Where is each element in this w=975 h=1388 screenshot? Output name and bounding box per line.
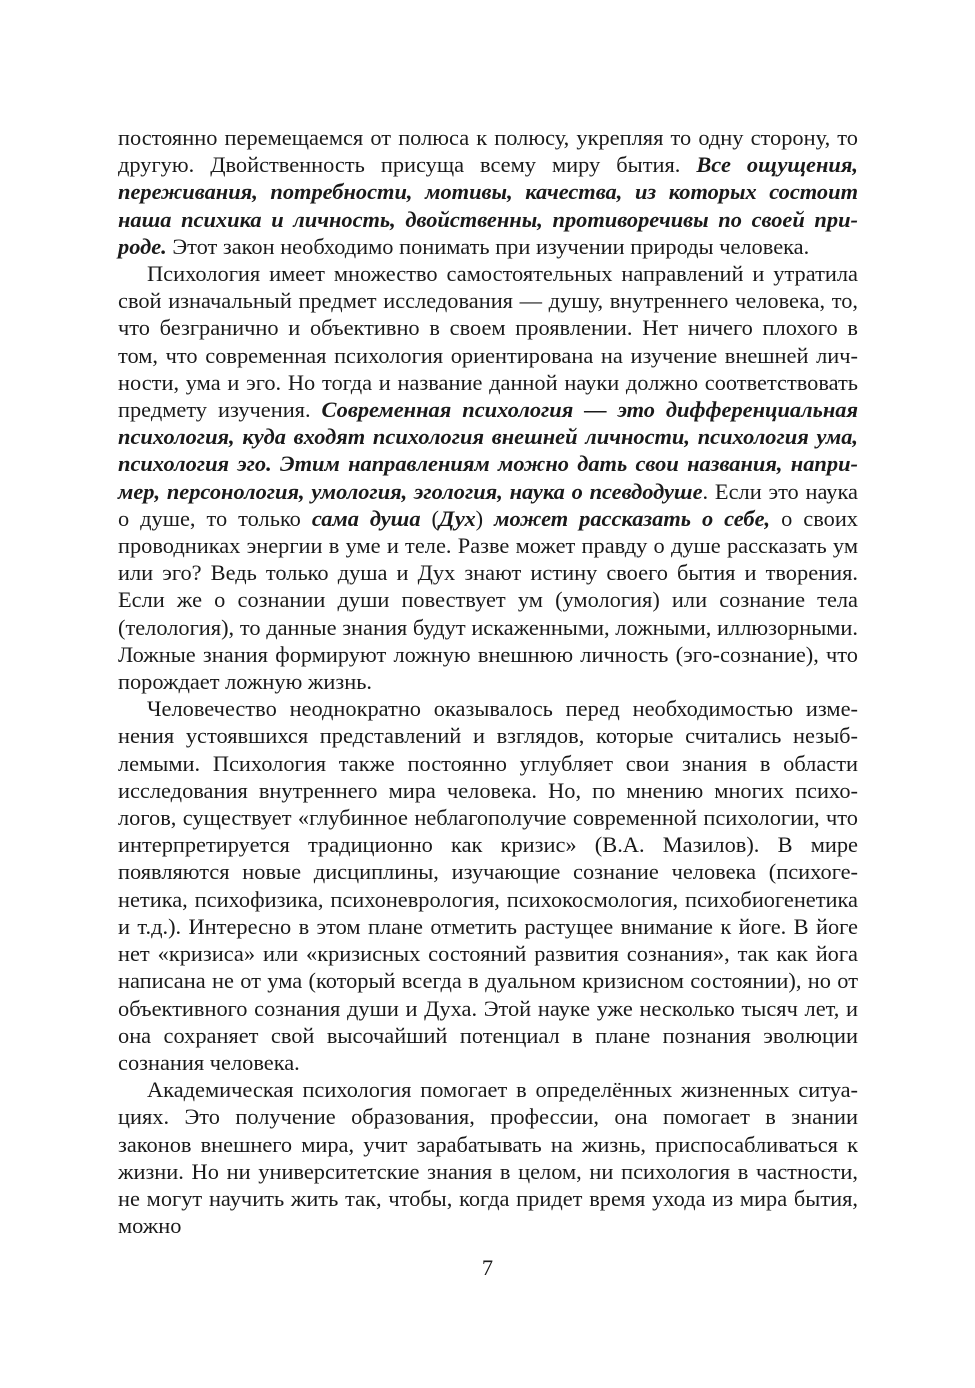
paragraph-4 [118, 1076, 858, 1239]
page-number: 7 [481, 1255, 494, 1280]
text-segment: о своих проводниках энергии в уме и теле. Разве может правду о душе рассказать ум или эго? Ведь только душа и Дух знают истину своего бытия и творения. Если же о сознании души повествует ум (умология) или сознание тела (телология), то данные знания будут искаженными, ложными, иллюзорными. Ложные знания формируют ложную внешнюю личность (эго-сознание), что порождает ложную жизнь. [118, 505, 858, 695]
text-segment: Академическая психология помогает в определённых жизненных ситуациях. Это получение образования, профессии, она помогает в знании законов внешнего мира, учит зарабатывать на жизнь, приспосабливаться к жизни. Но ни университетские знания в целом, ни психология в частности, не могут научить жить так, чтобы, когда придет время ухода из мира бытия, можно [118, 1077, 858, 1239]
text-segment: постоянно перемещаемся от полюса к полюсу, укрепляя то одну сторону, то другую. Двойственность присуща всему миру бытия. [118, 125, 858, 178]
text-segment: ( [420, 505, 439, 531]
text-segment: ) [475, 505, 495, 531]
emphasis-segment: может рассказать о себе, [494, 505, 771, 531]
text-segment: Человечество неоднократно оказывалось перед необходимостью изменения устоявшихся представлений и взглядов, которые считались незыблемыми. Психология также постоянно углубляет свои знания в области исследования внутреннего мира человека. Но, по мнению многих психологов, существует «глубинное неблагополучие современной психологии, что интерпретируется традиционно как кризис» (В.А. Мазилов). В мире появляются новые дисциплины, изучающие сознание человека (психогенетика, психофизика, психоневрология, психокосмология, психобиогенетика и т.д.). Интересно в этом плане отметить растущее внимание к йоге. В йоге нет «кризиса» или «кризисных состояний развития сознания», так как йога написана не от ума (который всегда в дуальном кризисном состоянии), но от объективного сознания души и Духа. Этой науке уже несколько тысяч лет, и она сохраняет свой высочайший потенциал в плане познания эволюции сознания человека. [118, 696, 858, 1075]
emphasis-segment: Современная психология — это дифференциальная психология, куда входят психология внешней личности, психология ума, психология эго. Этим направлениям можно дать свои названия, например, персонология, умология, эгология, наука о псевдодуше [118, 397, 858, 504]
emphasis-segment: Дух [438, 505, 476, 531]
emphasis-segment: Все ощущения, переживания, потребности, мотивы, качества, из которых состоит наша психика и личность, двойственны, противоречивы по своей природе. [118, 152, 858, 259]
paragraph-3 [118, 695, 858, 1076]
text-segment: Этот закон необходимо понимать при изучении природы человека. [166, 233, 810, 259]
document-body [118, 124, 858, 1239]
paragraph-1 [118, 124, 858, 260]
paragraph-2 [118, 260, 858, 695]
text-segment: Психология имеет множество самостоятельных направлений и утратила свой изначальный предмет исследования — душу, внутреннего человека, то, что безгранично и объективно в своем проявлении. Нет ничего плохого в том, что современная психология ориентирована на изучение внешней личности, ума и эго. Но тогда и название данной науки должно соответствовать предмету изучения. [118, 261, 858, 423]
emphasis-segment: сама душа [311, 505, 421, 531]
text-segment: . Если это наука о душе, то только [118, 478, 858, 531]
